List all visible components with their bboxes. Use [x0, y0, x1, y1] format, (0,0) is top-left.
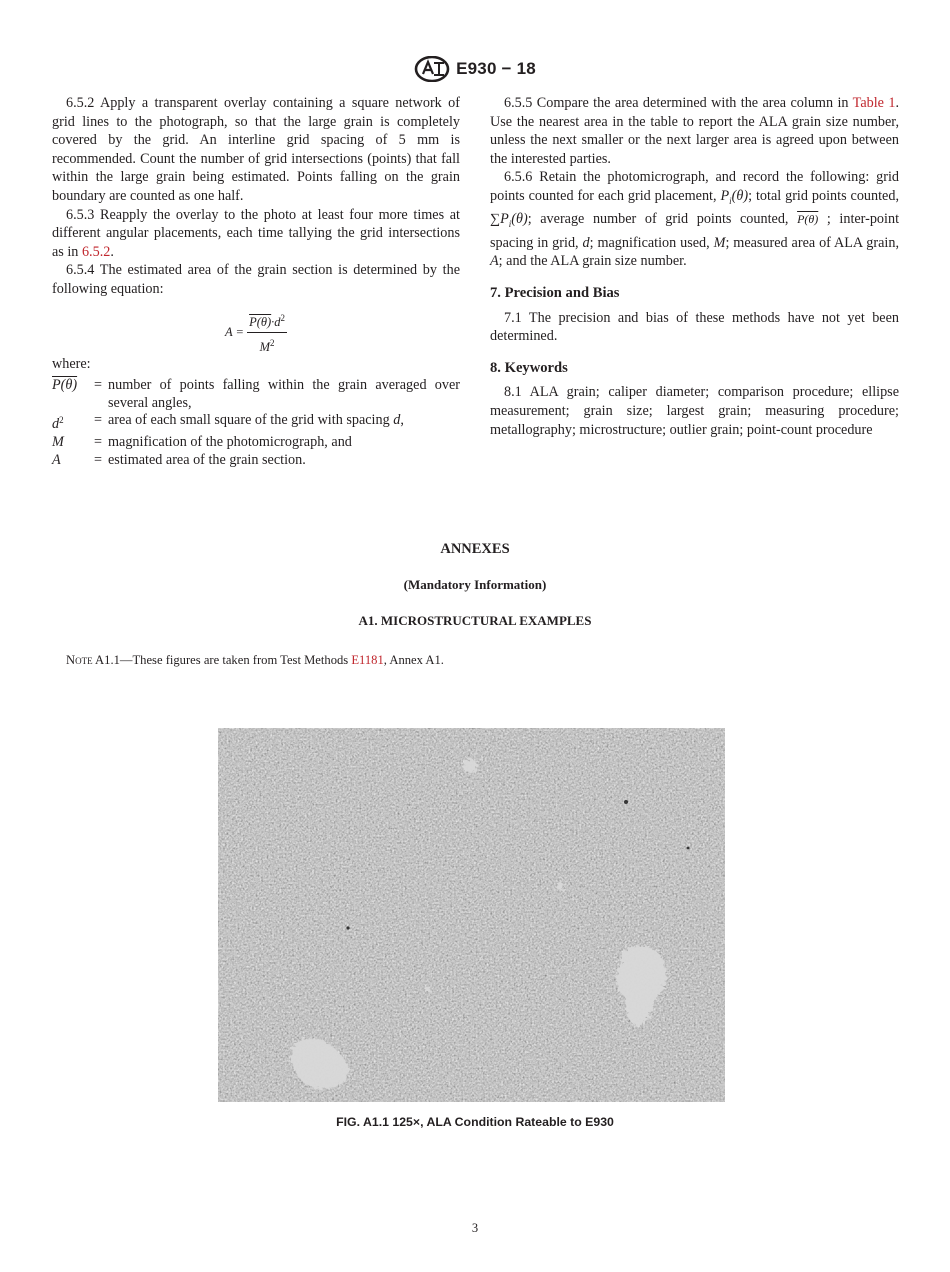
where-label: where: — [52, 355, 91, 372]
definition-row: $d^2$ = area of each small square of the grid with spacing d, — [52, 412, 404, 433]
figure-caption: FIG. A1.1 125×, ALA Condition Rateable to E930 — [336, 1115, 614, 1129]
definition-row: A = estimated area of the grain section. — [52, 451, 306, 468]
definitions-list — [52, 377, 460, 469]
standard-designation: E930 − 18 — [456, 59, 536, 78]
definition-row: P(θ) = number of points falling within the grain averaged over several angles, — [52, 377, 460, 411]
mandatory-info-subheading: (Mandatory Information) — [403, 577, 547, 592]
definition-row: M = magnification of the photomicrograph, and — [52, 433, 352, 450]
astm-logo-icon — [414, 56, 450, 82]
paragraph-6-5-5: 6.5.5 Compare the area determined with the area column in Table 1. Use the nearest area in the table to report the ALA grain size number, unless the next smaller or the next larger area is agreed upon between the interested parties. — [490, 95, 900, 167]
link-e1181[interactable]: E1181 — [351, 653, 384, 667]
micrograph-image — [218, 728, 725, 1102]
paragraph-7-1: 7.1 The precision and bias of these methods have not yet been determined. — [490, 309, 899, 345]
paragraph-6-5-4: 6.5.4 The estimated area of the grain section is determined by the following equation: — [52, 262, 460, 297]
annex-note: Note A1.1—These figures are taken from Test Methods E1181, Annex A1. — [66, 653, 444, 667]
page-header — [0, 56, 950, 82]
section-8-heading: 8. Keywords — [490, 359, 568, 376]
section-7-heading: 7. Precision and Bias — [490, 285, 620, 301]
link-6-5-2[interactable]: 6.5.2 — [81, 243, 111, 260]
paragraph-6-5-6: 6.5.6 Retain the photomicrograph, and record the following: grid points counted for each grid placement, $P_i(\theta)$; total grid points counted, $\sum P_i(\theta)$; average number of grid points counted, P(θ) ; inter-point spacing in grid, d; magnification used, M; measured area of ALA grain, A; and the ALA grain size number. — [490, 169, 900, 270]
right-column — [490, 94, 899, 439]
paragraph-8-1: 8.1 ALA grain; caliper diameter; comparison procedure; ellipse measurement; grain size; largest grain; measuring procedure; metallography; microstructure; outlier grain; point-count procedure — [490, 384, 899, 438]
area-equation: A = $\frac{P(\theta)\cdot d^2}{M^2}$ — [52, 309, 460, 343]
paragraph-6-5-2: 6.5.2 Apply a transparent overlay containing a square network of grid lines to the photograph, so that the large grain is completely covered by the grid. An interline grid spacing of 5 mm is recommended. Count the number of grid intersections (points) that fall within the large grain being estimated. Points falling on the grain boundary are counted as one half. — [52, 95, 460, 204]
left-column — [52, 94, 460, 469]
page-number: 3 — [471, 1221, 479, 1235]
annexes-heading: ANNEXES — [440, 541, 510, 557]
paragraph-6-5-3: 6.5.3 Reapply the overlay to the photo at least four more times at different angular placements, each time tallying the grid intersections as in 6.5.2. — [52, 206, 460, 260]
annex-section-title: A1. MICROSTRUCTURAL EXAMPLES — [358, 613, 592, 628]
link-table-1[interactable]: Table 1 — [852, 95, 896, 111]
